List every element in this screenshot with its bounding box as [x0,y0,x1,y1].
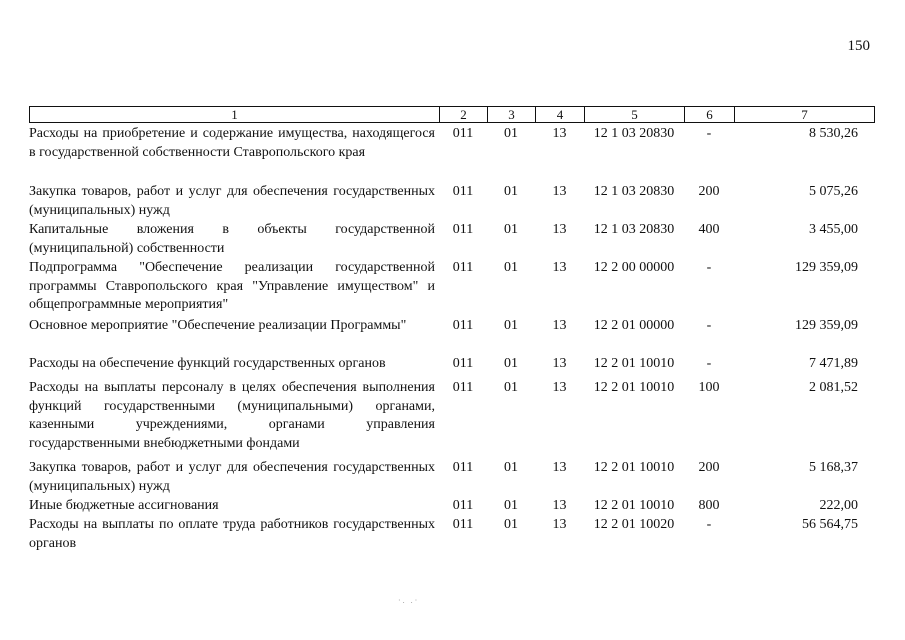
scan-artifact: ·. .· [398,596,420,605]
row-section-code: 01 [504,517,518,532]
table-row [29,516,874,554]
row-ministry-code: 011 [452,318,474,333]
row-ministry-code: 011 [452,260,474,275]
row-expense-type: - [706,260,712,275]
row-name: Капитальные вложения в объекты государственной (муниципальной) собственности [29,222,435,256]
row-ministry-code: 011 [452,222,474,237]
column-number-header [29,106,875,123]
row-ministry-code: 011 [452,184,474,199]
row-expense-type: 800 [698,498,720,513]
row-amount: 5 075,26 [809,184,858,199]
row-subsection-code: 13 [552,460,567,475]
header-col-5: 5 [585,107,685,123]
row-expense-type: - [706,318,712,333]
row-name: Закупка товаров, работ и услуг для обеспечения государственных (муниципальных) нужд [29,460,435,494]
table-row [29,459,874,497]
row-name: Иные бюджетные ассигнования [29,498,219,513]
row-amount: 56 564,75 [802,517,858,532]
table-row [29,317,874,355]
page-number: 150 [847,38,870,54]
row-name: Расходы на выплаты по оплате труда работников государственных органов [29,517,435,551]
row-subsection-code: 13 [552,356,567,371]
row-section-code: 01 [504,260,518,275]
header-col-4: 4 [536,107,585,123]
row-expense-type: - [706,517,712,532]
header-col-6: 6 [685,107,735,123]
row-expense-type: 100 [698,380,720,395]
row-section-code: 01 [504,184,518,199]
row-target-article: 12 2 01 10010 [593,460,675,475]
header-col-7: 7 [735,107,875,123]
row-amount: 7 471,89 [809,356,858,371]
row-name: Расходы на обеспечение функций государственных органов [29,356,386,371]
row-name: Подпрограмма "Обеспечение реализации государственной программы Ставропольского края "Управление имуществом" и общепрограммные мероприятия" [29,260,435,313]
row-target-article: 12 1 03 20830 [593,222,675,237]
table-row [29,497,874,516]
table-row [29,221,874,259]
row-ministry-code: 011 [452,498,474,513]
row-ministry-code: 011 [452,460,474,475]
header-col-1: 1 [30,107,440,123]
row-ministry-code: 011 [452,126,474,141]
row-subsection-code: 13 [552,517,567,532]
row-target-article: 12 2 01 10020 [593,517,675,532]
row-name: Закупка товаров, работ и услуг для обеспечения государственных (муниципальных) нужд [29,184,435,218]
row-amount: 5 168,37 [809,460,858,475]
row-subsection-code: 13 [552,380,567,395]
header-col-3: 3 [488,107,536,123]
row-expense-type: - [706,126,712,141]
row-target-article: 12 2 01 10010 [593,498,675,513]
row-expense-type: 200 [698,460,720,475]
table-row [29,259,874,317]
row-target-article: 12 2 01 10010 [593,356,675,371]
row-section-code: 01 [504,380,518,395]
table-row [29,125,874,183]
row-ministry-code: 011 [452,356,474,371]
row-target-article: 12 2 00 00000 [593,260,675,275]
row-target-article: 12 2 01 00000 [593,318,675,333]
row-subsection-code: 13 [552,260,567,275]
table-row [29,379,874,459]
row-name: Расходы на выплаты персоналу в целях обеспечения выполнения функций государственными (муниципальными) органами, казенными учреждениями, органами управления государственными внебюджетными фондами [29,380,435,451]
row-amount: 3 455,00 [809,222,858,237]
row-amount: 2 081,52 [809,380,858,395]
row-name: Основное мероприятие "Обеспечение реализации Программы" [29,318,407,333]
row-ministry-code: 011 [452,517,474,532]
row-section-code: 01 [504,318,518,333]
row-subsection-code: 13 [552,126,567,141]
row-expense-type: 400 [698,222,720,237]
row-expense-type: - [706,356,712,371]
row-section-code: 01 [504,498,518,513]
row-target-article: 12 1 03 20830 [593,126,675,141]
header-col-2: 2 [440,107,488,123]
row-section-code: 01 [504,126,518,141]
row-target-article: 12 1 03 20830 [593,184,675,199]
row-ministry-code: 011 [452,380,474,395]
row-section-code: 01 [504,460,518,475]
row-subsection-code: 13 [552,222,567,237]
table-row [29,355,874,379]
row-subsection-code: 13 [552,184,567,199]
row-section-code: 01 [504,356,518,371]
row-amount: 129 359,09 [795,318,858,333]
row-subsection-code: 13 [552,498,567,513]
row-amount: 8 530,26 [809,126,858,141]
row-amount: 222,00 [819,498,858,513]
row-amount: 129 359,09 [795,260,858,275]
row-subsection-code: 13 [552,318,567,333]
row-section-code: 01 [504,222,518,237]
row-expense-type: 200 [698,184,720,199]
budget-table [29,125,874,554]
row-target-article: 12 2 01 10010 [593,380,675,395]
row-name: Расходы на приобретение и содержание имущества, находящегося в государственной собственности Ставропольского края [29,126,435,160]
table-row [29,183,874,221]
